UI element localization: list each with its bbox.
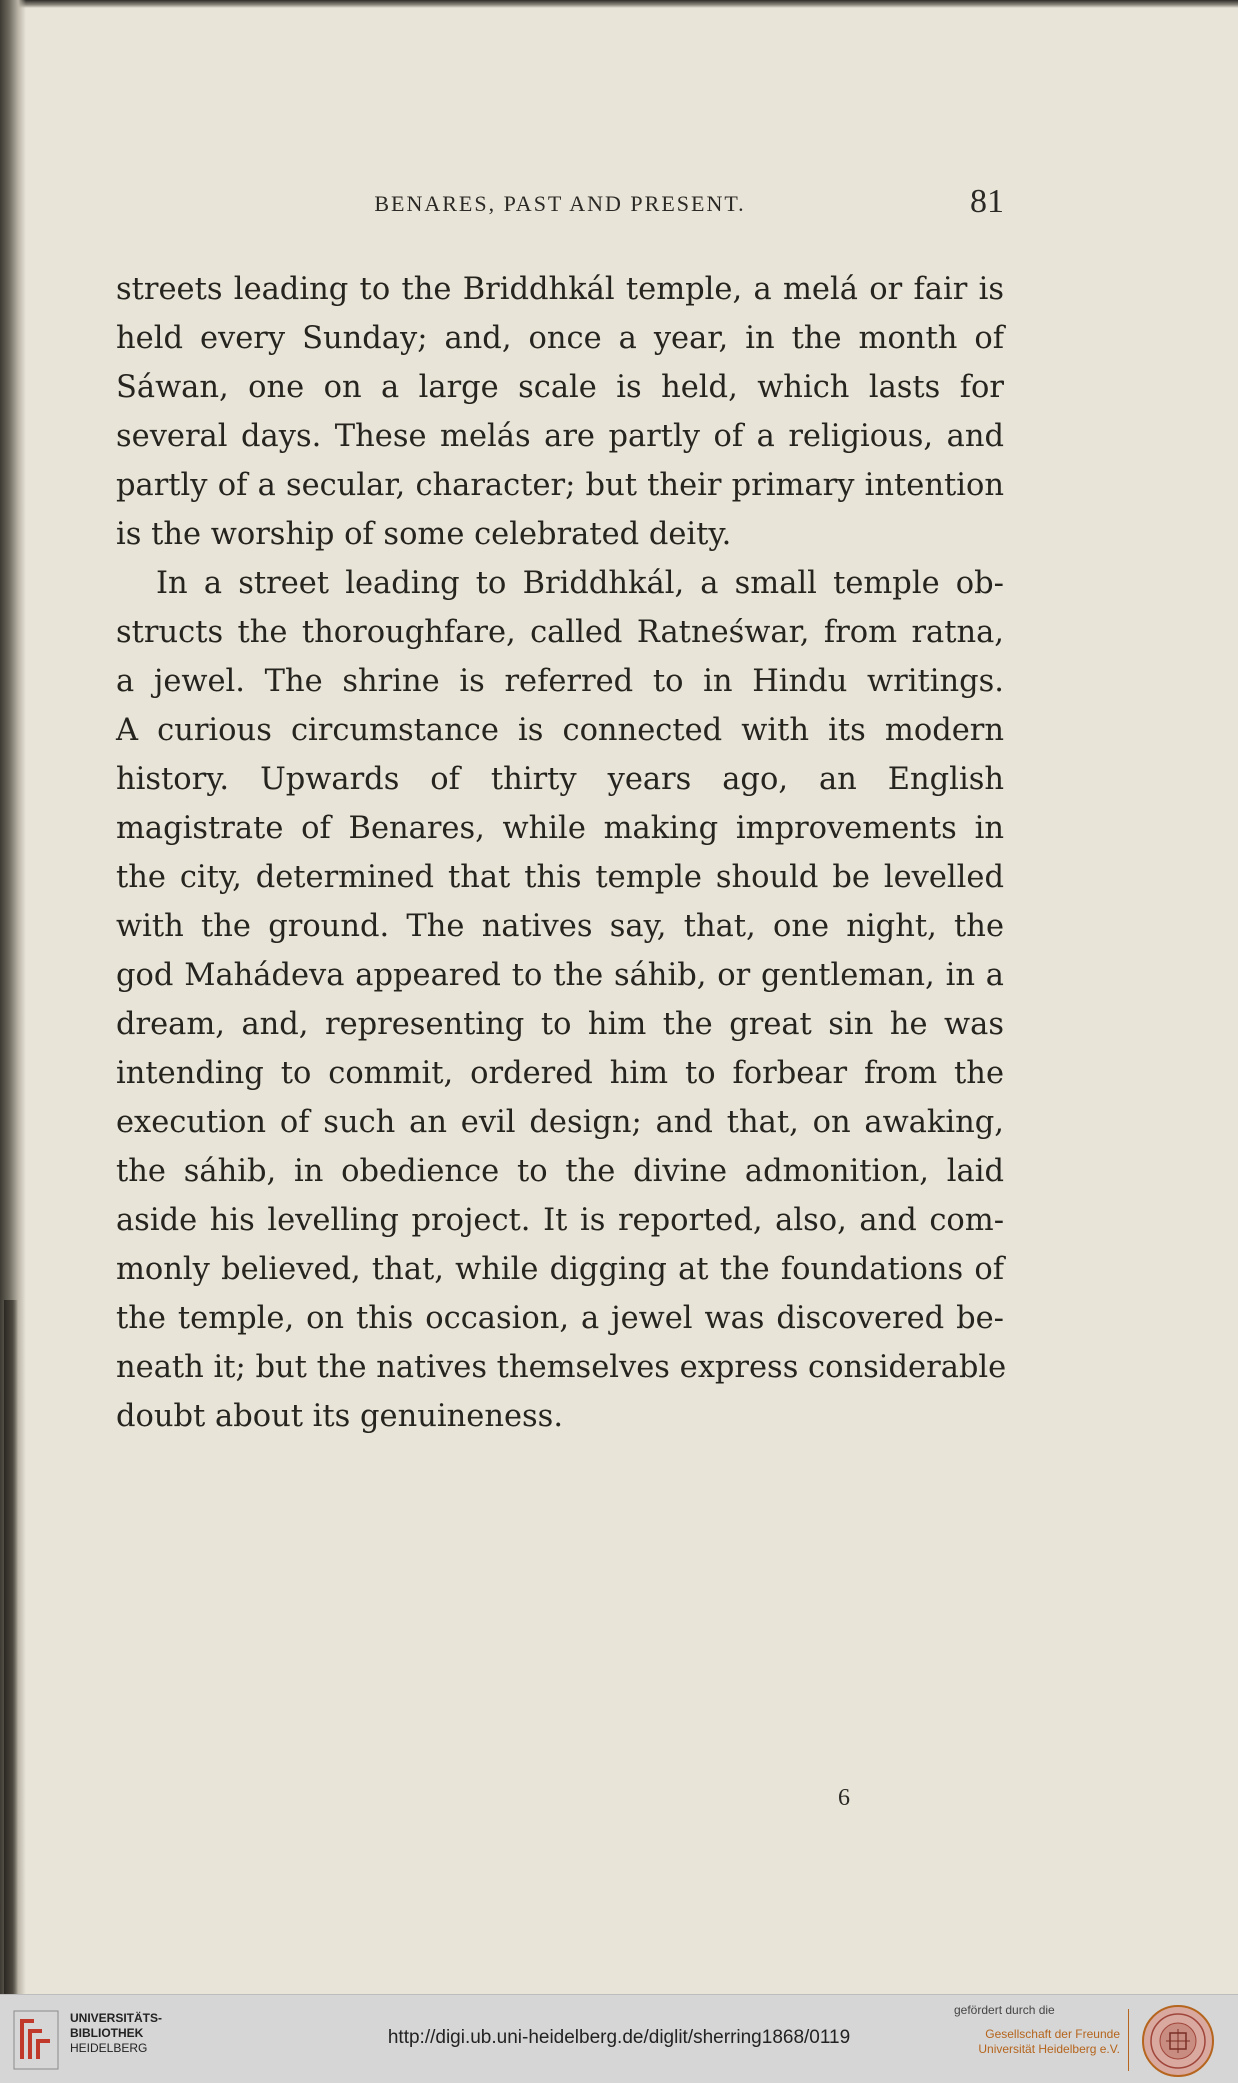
- text-line: with the ground. The natives say, that, one night, the: [116, 909, 1004, 944]
- signature-mark: 6: [838, 1785, 850, 1811]
- text-line: the sáhib, in obedience to the divine admonition, laid: [116, 1154, 1004, 1189]
- text-line: several days. These melás are partly of a religious, and: [116, 419, 1004, 454]
- sponsor-name-line2: Universität Heidelberg e.V.: [978, 2042, 1120, 2056]
- sponsor-block: [940, 2003, 1120, 2057]
- text-line: execution of such an evil design; and that, on awaking,: [116, 1105, 1004, 1140]
- text-line: A curious circumstance is connected with its modern: [116, 713, 1004, 748]
- text-line: a jewel. The shrine is referred to in Hindu writings.: [116, 664, 1004, 699]
- text-line: streets leading to the Briddhkál temple, a melá or fair is: [116, 272, 1004, 307]
- library-name-line2: BIBLIOTHEK: [70, 2026, 144, 2040]
- text-line: held every Sunday; and, once a year, in the month of: [116, 321, 1004, 356]
- text-line: structs the thoroughfare, called Ratneśwar, from ratna,: [116, 615, 1004, 650]
- text-line: magistrate of Benares, while making improvements in: [116, 811, 1004, 846]
- body-text: [116, 265, 1007, 1441]
- text-line: neath it; but the natives themselves express considerable: [116, 1350, 1007, 1385]
- text-line: the temple, on this occasion, a jewel was discovered be-: [116, 1301, 1004, 1336]
- text-line: god Mahádeva appeared to the sáhib, or gentleman, in a: [116, 958, 1004, 993]
- library-name-line3: HEIDELBERG: [70, 2041, 148, 2055]
- book-spine-shadow: [4, 1300, 18, 1994]
- sponsor-divider: [1128, 2009, 1129, 2071]
- text-line: the city, determined that this temple should be levelled: [116, 860, 1004, 895]
- page-number: 81: [970, 183, 1004, 220]
- running-head: [116, 183, 1004, 227]
- running-title: BENARES, PAST AND PRESENT.: [374, 191, 746, 216]
- text-line: doubt about its genuineness.: [116, 1399, 564, 1434]
- text-line: Sáwan, one on a large scale is held, which lasts for: [116, 370, 1004, 405]
- text-line: intending to commit, ordered him to forbear from the: [116, 1056, 1004, 1091]
- university-seal-icon: [1140, 2003, 1216, 2079]
- text-line: partly of a secular, character; but their primary intention: [116, 468, 1004, 503]
- text-line: is the worship of some celebrated deity.: [116, 517, 732, 552]
- page-top-edge: [0, 0, 1238, 8]
- text-line: history. Upwards of thirty years ago, an English: [116, 762, 1004, 797]
- sponsor-caption: gefördert durch die: [954, 2003, 1055, 2017]
- text-line: dream, and, representing to him the great sin he was: [116, 1007, 1004, 1042]
- permalink-url[interactable]: http://digi.ub.uni-heidelberg.de/diglit/sherring1868/0119: [387, 2027, 851, 2048]
- sponsor-name-line1: Gesellschaft der Freunde: [985, 2027, 1120, 2041]
- text-line: monly believed, that, while digging at the foundations of: [116, 1252, 1004, 1287]
- text-line: In a street leading to Briddhkál, a small temple ob-: [156, 566, 1004, 601]
- library-name-line1: UNIVERSITÄTS-: [70, 2011, 163, 2025]
- library-footer: [0, 1994, 1238, 2083]
- text-line: aside his levelling project. It is reported, also, and com-: [116, 1203, 1004, 1238]
